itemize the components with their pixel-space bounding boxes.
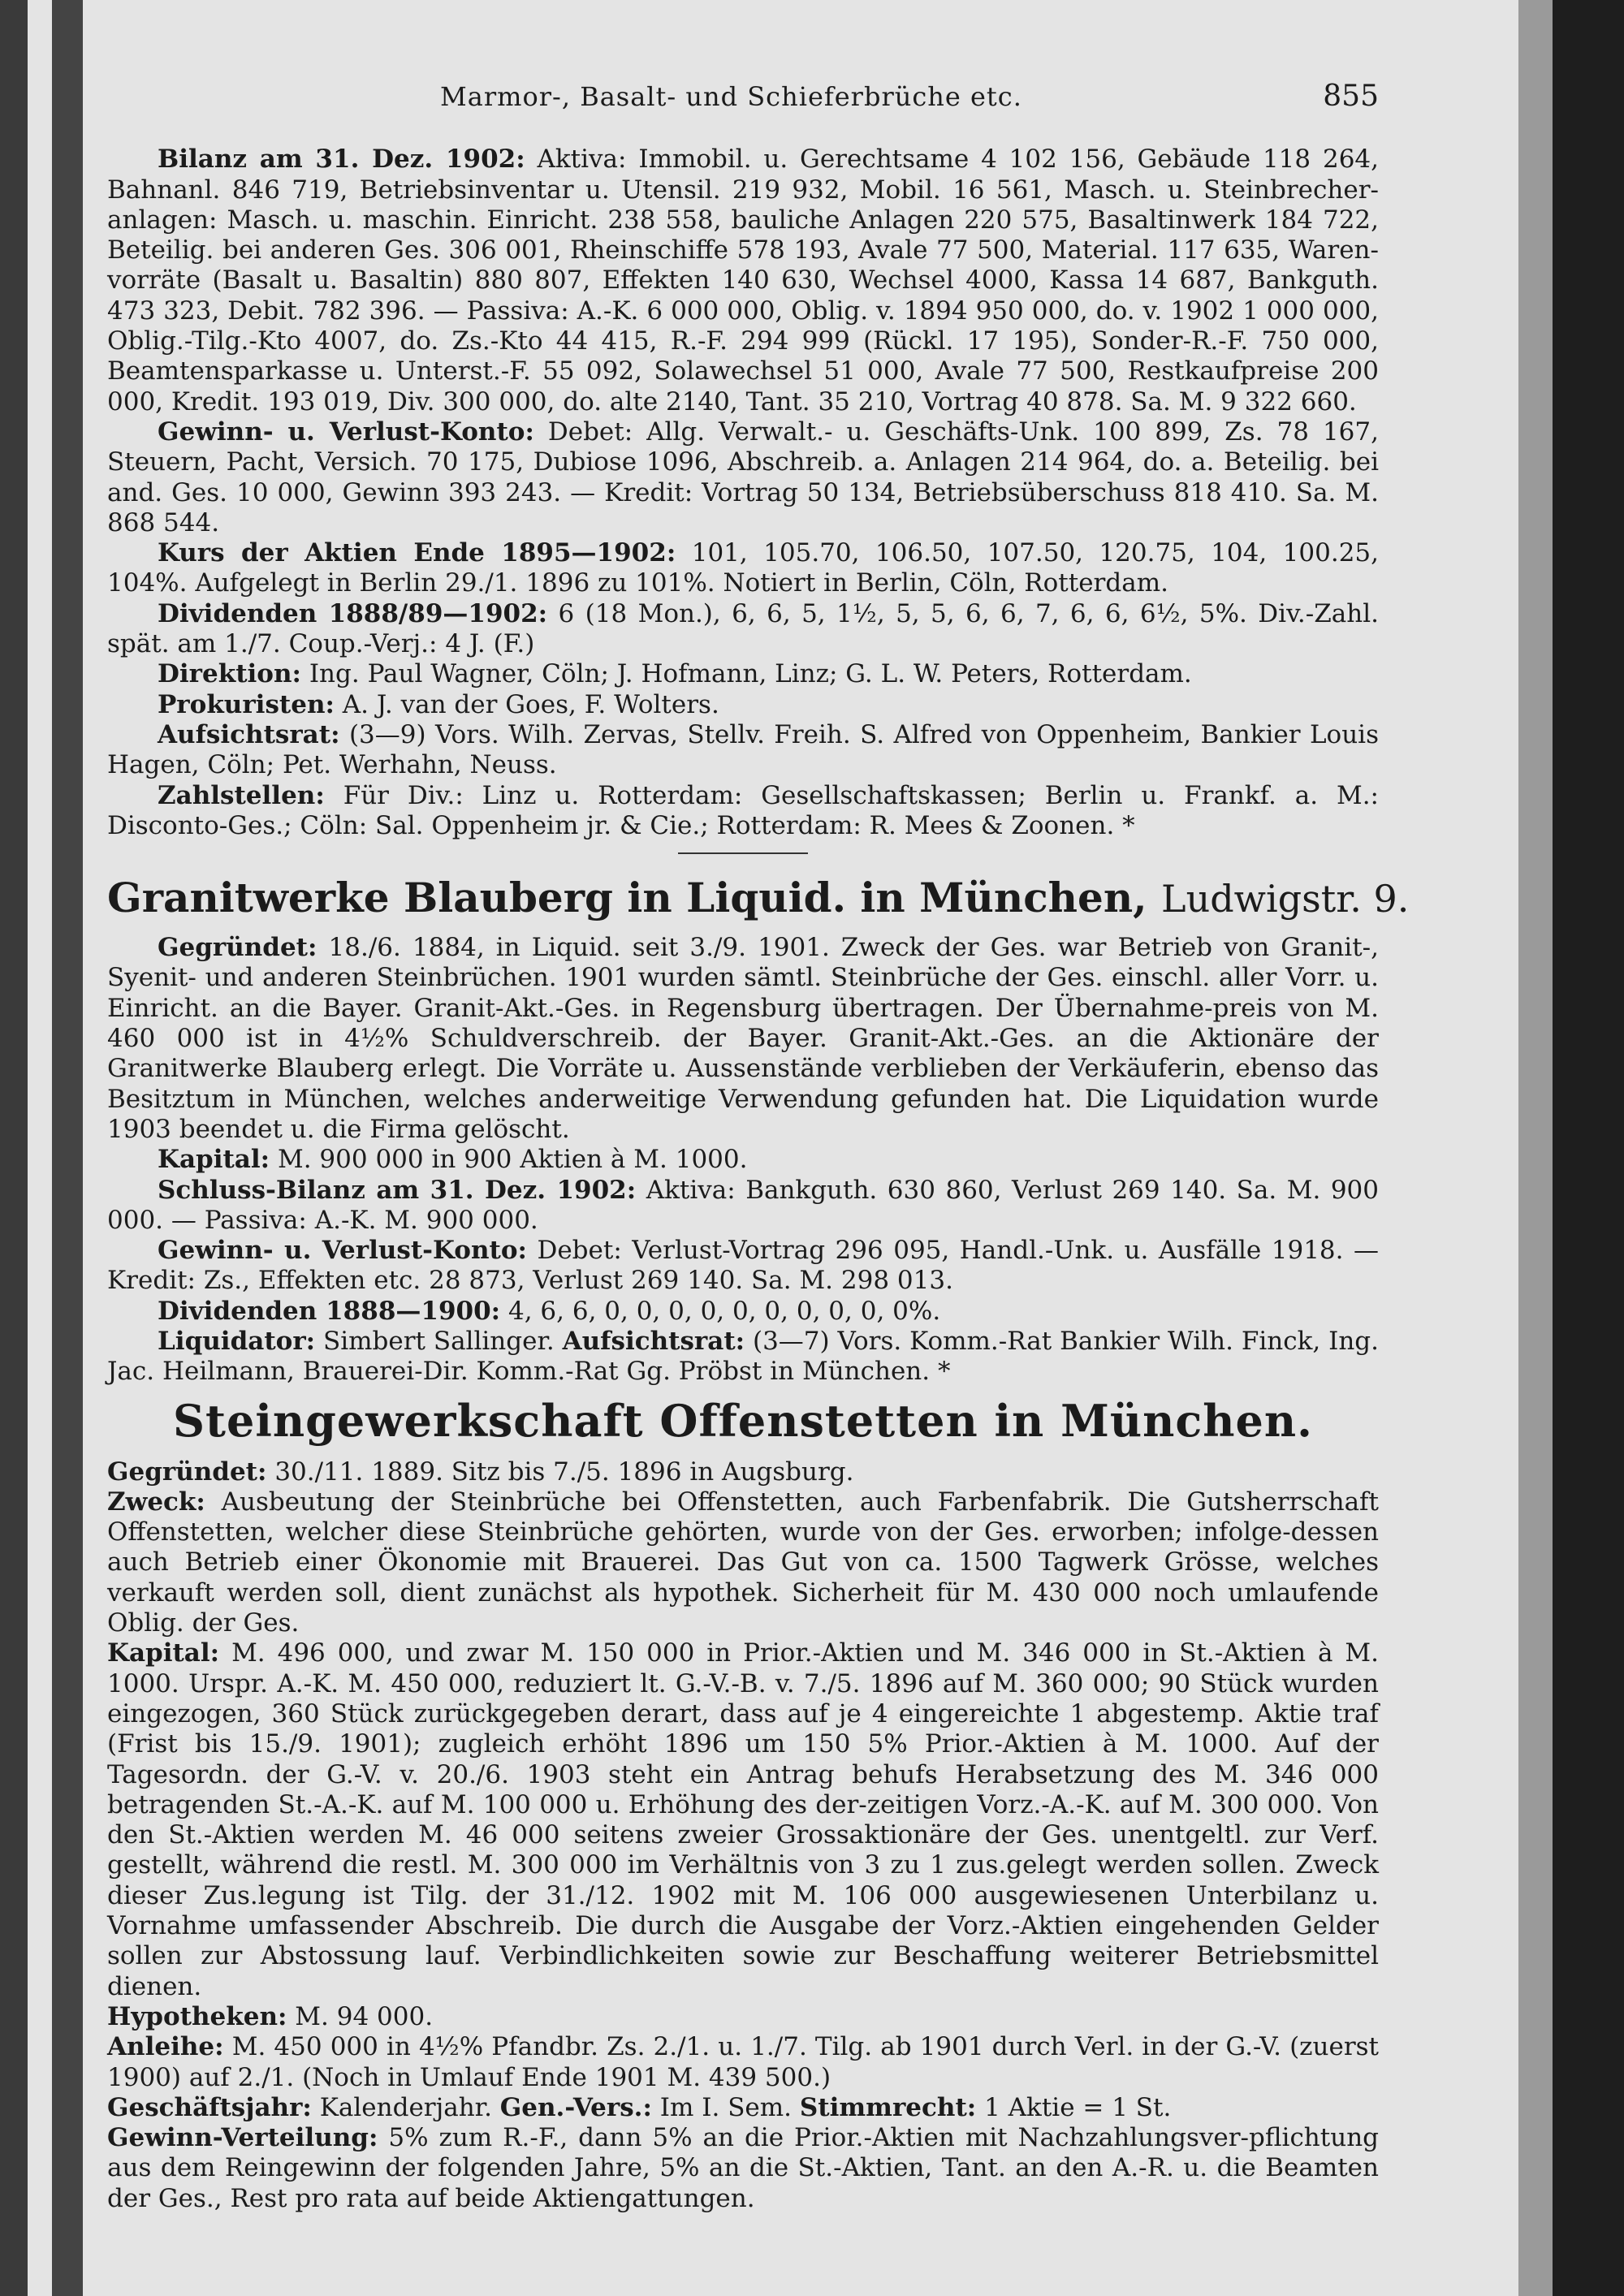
field-label: Stimmrecht: xyxy=(799,2092,977,2122)
field-text: M. 900 000 in 900 Aktien à M. 1000. xyxy=(277,1145,748,1175)
field-text: Aktiva: Immobil. u. Gerechtsame 4 102 156, Gebäude 118 264, Bahnanl. 846 719, Betriebsinventar u. Utensil. 219 932, Mobil. 16 561, Masch. u. Steinbrecher-anlagen: Masch. u. maschin. Einricht. 238 558, bauliche Anlagen 220 575, Basaltinwerk 184 722, Beteilig. bei anderen Ges. 306 001, Rheinschiffe 578 193, Avale 77 500, Material. 117 635, Waren-vorräte (Basalt u. Basaltin) 880 807, Effekten 140 630, Wechsel 4000, Kassa 14 687, Bankguth. 473 323, Debit. 782 396. — Passiva: A.-K. 6 000 000, Oblig. v. 1894 950 000, do. v. 1902 1 000 000, Oblig.-Tilg.-Kto 4007, do. Zs.-Kto 44 415, R.-F. 294 999 (Rückl. 17 195), Sonder-R.-F. 750 000, Beamtensparkasse u. Unterst.-F. 55 092, Solawechsel 51 000, Avale 77 500, Restkaufpreise 200 000, Kredit. 193 019, Div. 300 000, do. alte 2140, Tant. 35 210, Vortrag 40 878. Sa. M. 9 322 660. xyxy=(107,145,1379,416)
paragraph-geschaeftsjahr xyxy=(107,2093,1379,2123)
field-text: 1 Aktie = 1 St. xyxy=(984,2092,1172,2122)
paragraph-zweck xyxy=(107,1487,1379,1638)
field-text: Ausbeutung der Steinbrüche bei Offenstetten, auch Farbenfabrik. Die Gutsherrschaft Offenstetten, welcher diese Steinbrüche gehörten, wurde von der Ges. erworben; infolge-dessen auch Betrieb einer Ökonomie mit Brauerei. Das Gut von ca. 1500 Tagwerk Grösse, welches verkauft werden soll, dient zunächst als hypothek. Sicherheit für M. 430 000 noch umlaufende Oblig. der Ges. xyxy=(107,1487,1379,1638)
page-number: 855 xyxy=(1323,80,1379,113)
paragraph-gegruendet xyxy=(107,933,1379,1145)
field-label: Anleihe: xyxy=(107,2032,224,2062)
field-label: Zweck: xyxy=(107,1487,205,1517)
section-steingewerkschaft-offenstetten xyxy=(107,1392,1379,2214)
field-label: Gen.-Vers.: xyxy=(499,2092,652,2122)
running-header xyxy=(107,81,1379,112)
field-text: Im I. Sem. xyxy=(659,2092,793,2122)
paragraph-kapital xyxy=(107,1638,1379,2002)
field-label: Aufsichtsrat: xyxy=(562,1326,745,1356)
paragraph-kurs xyxy=(107,538,1379,599)
field-label: Direktion: xyxy=(158,659,301,689)
company-name: Granitwerke Blauberg in Liquid. in München, xyxy=(107,874,1147,922)
paragraph-gewinn-verlust xyxy=(107,417,1379,538)
field-label: Kapital: xyxy=(158,1145,270,1175)
field-label: Zahlstellen: xyxy=(158,780,325,810)
paragraph-dividenden xyxy=(107,599,1379,660)
paragraph-direktion xyxy=(107,659,1379,689)
field-text: (3—9) Vors. Wilh. Zervas, Stellv. Freih. S. Alfred von Oppenheim, Bankier Louis Hagen, Cöln; Pet. Werhahn, Neuss. xyxy=(107,719,1380,780)
field-label: Dividenden 1888/89—1902: xyxy=(158,598,548,628)
paragraph-aufsichtsrat xyxy=(107,720,1379,781)
paragraph-liquidator xyxy=(107,1327,1379,1388)
company-address: Ludwigstr. 9. xyxy=(1161,877,1410,921)
field-label: Gegründet: xyxy=(158,933,317,963)
field-text: 18./6. 1884, in Liquid. seit 3./9. 1901. Zweck der Ges. war Betrieb von Granit-, Syenit- und anderen Steinbrüchen. 1901 wurden sämtl. Steinbrüche der Ges. einschl. aller Vorr. u. Einricht. an die Bayer. Granit-Akt.-Ges. in Regensburg übertragen. Der Übernahme-preis von M. 460 000 ist in 4½% Schuldverschreib. der Bayer. Granit-Akt.-Ges. an die Aktionäre der Granitwerke Blauberg erlegt. Die Vorräte u. Aussenstände verblieben der Verkäuferin, ebenso das Besitztum in München, welches anderweitige Verwendung gefunden hat. Die Liquidation wurde 1903 beendet u. die Firma gelöscht. xyxy=(107,933,1379,1144)
field-text: Debet: Allg. Verwalt.- u. Geschäfts-Unk. 100 899, Zs. 78 167, Steuern, Pacht, Versich. 70 175, Dubiose 1096, Abschreib. a. Anlagen 214 964, do. a. Beteilig. bei and. Ges. 10 000, Gewinn 393 243. — Kredit: Vortrag 50 134, Betriebsüberschuss 818 410. Sa. M. 868 544. xyxy=(107,416,1379,537)
field-label: Geschäftsjahr: xyxy=(107,2092,312,2122)
paragraph-bilanz xyxy=(107,145,1379,417)
running-title: Marmor-, Basalt- und Schieferbrüche etc. xyxy=(440,81,1022,112)
field-label: Schluss-Bilanz am 31. Dez. 1902: xyxy=(158,1175,637,1205)
paragraph-gewinn-verlust xyxy=(107,1236,1379,1297)
field-text: 4, 6, 6, 0, 0, 0, 0, 0, 0, 0, 0, 0, 0%. xyxy=(508,1296,941,1326)
field-text: 101, 105.70, 106.50, 107.50, 120.75, 104, 100.25, 104%. Aufgelegt in Berlin 29./1. 1896 zu 101%. Notiert in Berlin, Cöln, Rotterdam. xyxy=(107,538,1379,598)
field-label: Dividenden 1888—1900: xyxy=(158,1296,501,1326)
paragraph-hypotheken xyxy=(107,2002,1379,2032)
field-label: Kapital: xyxy=(107,1638,220,1668)
scan-binding-shadow xyxy=(52,0,83,2296)
section-heading: Steingewerkschaft Offenstetten in München. xyxy=(173,1394,1313,1447)
paragraph-anleihe xyxy=(107,2032,1379,2093)
paragraph-kapital xyxy=(107,1145,1379,1175)
paragraph-prokuristen xyxy=(107,690,1379,720)
field-label: Prokuristen: xyxy=(158,689,335,719)
field-label: Gegründet: xyxy=(107,1457,267,1487)
scan-edge-left xyxy=(0,0,28,2296)
field-label: Aufsichtsrat: xyxy=(158,719,340,749)
field-label: Kurs der Aktien Ende 1895—1902: xyxy=(158,538,676,568)
field-text: (3—7) Vors. Komm.-Rat Bankier Wilh. Finck, Ing. Jac. Heilmann, Brauerei-Dir. Komm.-Rat Gg. Pröbst in München. * xyxy=(107,1326,1379,1387)
field-label: Gewinn- u. Verlust-Konto: xyxy=(158,1236,527,1266)
field-label: Hypotheken: xyxy=(107,2001,287,2031)
field-text: 5% zum R.-F., dann 5% an die Prior.-Aktien mit Nachzahlungsver-pflichtung aus dem Reingewinn der folgenden Jahre, 5% an die St.-Aktien, Tant. an den A.-R. u. die Beamten der Ges., Rest pro rata auf beide Aktiengattungen. xyxy=(107,2123,1380,2213)
field-text: Kalenderjahr. xyxy=(319,2092,492,2122)
paragraph-schluss-bilanz xyxy=(107,1176,1379,1236)
paragraph-zahlstellen xyxy=(107,781,1379,842)
field-text: Debet: Verlust-Vortrag 296 095, Handl.-Unk. u. Ausfälle 1918. — Kredit: Zs., Effekten etc. 28 873, Verlust 269 140. Sa. M. 298 013. xyxy=(107,1236,1380,1296)
scan-edge-right xyxy=(1553,0,1624,2296)
section-divider xyxy=(678,852,808,854)
field-label: Gewinn-Verteilung: xyxy=(107,2123,378,2153)
field-label: Bilanz am 31. Dez. 1902: xyxy=(158,145,525,175)
field-text: M. 450 000 in 4½% Pfandbr. Zs. 2./1. u. 1./7. Tilg. ab 1901 durch Verl. in der G.-V. (zuerst 1900) auf 2./1. (Noch in Umlauf Ende 1901 M. 439 500.) xyxy=(107,2032,1380,2092)
field-text: 6 (18 Mon.), 6, 6, 5, 1½, 5, 5, 6, 6, 7, 6, 6, 6½, 5%. Div.-Zahl. spät. am 1./7. Coup.-Verj.: 4 J. (F.) xyxy=(107,598,1379,659)
field-text: A. J. van der Goes, F. Wolters. xyxy=(342,689,719,719)
page-content xyxy=(107,80,1410,2214)
scan-edge-right-light xyxy=(1518,0,1553,2296)
paragraph-dividenden xyxy=(107,1297,1379,1327)
paragraph-gewinn-verteilung xyxy=(107,2123,1379,2214)
field-text: Aktiva: Bankguth. 630 860, Verlust 269 140. Sa. M. 900 000. — Passiva: A.-K. M. 900 000. xyxy=(107,1175,1379,1235)
field-text: 30./11. 1889. Sitz bis 7./5. 1896 in Augsburg. xyxy=(274,1457,854,1487)
field-text: M. 94 000. xyxy=(295,2001,434,2031)
section-heading xyxy=(107,872,1410,925)
field-text: M. 496 000, und zwar M. 150 000 in Prior.-Aktien und M. 346 000 in St.-Aktien à M. 1000. Urspr. A.-K. M. 450 000, reduziert lt. G.-V.-B. v. 7./5. 1896 auf M. 360 000; 90 Stück wurden eingezogen, 360 Stück zurückgegeben derart, dass auf je 4 eingereichte 1 abgestemp. Aktie traf (Frist bis 15./9. 1901); zugleich erhöht 1896 um 150 5% Prior.-Aktien à M. 1000. Auf der Tagesordn. der G.-V. v. 20./6. 1903 steht ein Antrag behufs Herabsetzung des M. 346 000 betragenden St.-A.-K. auf M. 100 000 u. Erhöhung des der-zeitigen Vorz.-A.-K. auf M. 300 000. Von den St.-Aktien werden M. 46 000 seitens zweier Grossaktionäre der Ges. unentgeltl. zur Verf. gestellt, während die restl. M. 300 000 im Verhältnis von 3 zu 1 zus.gelegt werden sollen. Zweck dieser Zus.legung ist Tilg. der 31./12. 1902 mit M. 106 000 ausgewiesenen Unterbilanz u. Vornahme umfassender Abschreib. Die durch die Ausgabe der Vorz.-Aktien eingehenden Gelder sollen zur Abstossung lauf. Verbindlichkeiten sowie zur Beschaffung weiterer Betriebsmittel dienen. xyxy=(107,1638,1379,2001)
field-text: Simbert Sallinger. xyxy=(322,1326,555,1356)
section-basalt-company xyxy=(107,145,1379,841)
field-text: Ing. Paul Wagner, Cöln; J. Hofmann, Linz; G. L. W. Peters, Rotterdam. xyxy=(309,659,1192,689)
field-label: Liquidator: xyxy=(158,1326,316,1356)
field-label: Gewinn- u. Verlust-Konto: xyxy=(158,416,534,447)
section-granitwerke-blauberg xyxy=(107,872,1410,1387)
field-text: Für Div.: Linz u. Rotterdam: Gesellschaftskassen; Berlin u. Frankf. a. M.: Disconto-Ges.; Cöln: Sal. Oppenheim jr. & Cie.; Rotterdam: R. Mees & Zoonen. * xyxy=(107,780,1379,840)
paragraph-gegruendet xyxy=(107,1457,1379,1487)
